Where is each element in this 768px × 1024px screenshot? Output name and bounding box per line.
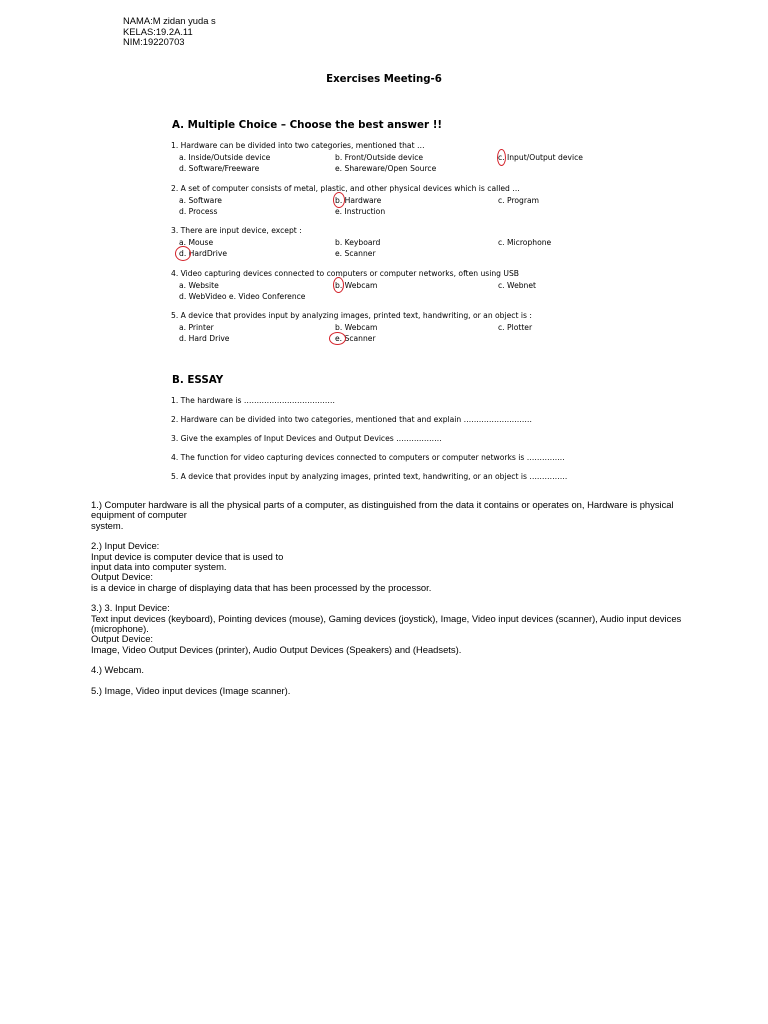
mc-question-text: 5. A device that provides input by analyzing images, printed text, handwriting, or an object is : bbox=[171, 311, 532, 320]
student-header bbox=[123, 16, 216, 48]
answer-line: 4.) Webcam. bbox=[91, 664, 144, 676]
section-b-title: B. ESSAY bbox=[172, 374, 224, 386]
mc-option-e: e. Shareware/Open Source bbox=[335, 164, 437, 173]
mc-option-b: b. Keyboard bbox=[335, 237, 381, 247]
mc-question-3 bbox=[171, 225, 651, 260]
student-name: NAMA:M zidan yuda s bbox=[123, 15, 216, 26]
answer-line: system. bbox=[91, 519, 124, 531]
mc-option-row bbox=[171, 333, 651, 345]
mc-option-row bbox=[171, 195, 651, 207]
essay-question-3: 3. Give the examples of Input Devices and Output Devices ……………… bbox=[171, 434, 442, 443]
student-nim: NIM:19220703 bbox=[123, 36, 185, 47]
mc-option-c: c. Microphone bbox=[498, 237, 552, 247]
essay-question-4: 4. The function for video capturing devices connected to computers or computer networks is …………… bbox=[171, 453, 565, 462]
mc-option-a: a. Software bbox=[179, 195, 222, 205]
answer-3 bbox=[91, 603, 711, 654]
mc-question-text: 2. A set of computer consists of metal, plastic, and other physical devices which is called … bbox=[171, 184, 520, 193]
essay-question-1: 1. The hardware is ……………………………… bbox=[171, 396, 335, 405]
answer-2 bbox=[91, 541, 711, 592]
answer-line: Input device is computer device that is used to bbox=[91, 550, 284, 562]
essay-question-5: 5. A device that provides input by analyzing images, printed text, handwriting, or an object is …………… bbox=[171, 472, 568, 481]
answers-section bbox=[91, 500, 711, 707]
mc-option-e: e. Scanner bbox=[335, 334, 376, 343]
answer-5 bbox=[91, 686, 711, 696]
answer-line: equipment of computer bbox=[91, 509, 187, 521]
answer-line: Text input devices (keyboard), Pointing devices (mouse), Gaming devices (joystick), Image, Video input devices (scanner), Audio input devices bbox=[91, 612, 682, 624]
mc-option-c: c. Program bbox=[498, 195, 540, 205]
answer-line: 2.) Input Device: bbox=[91, 540, 160, 552]
mc-option-a: a. Printer bbox=[179, 322, 214, 332]
mc-option-d: d. HardDrive bbox=[179, 249, 228, 258]
mc-question-text: 3. There are input device, except : bbox=[171, 226, 302, 235]
mc-option-row bbox=[171, 163, 651, 175]
mc-option-a: a. Inside/Outside device bbox=[179, 152, 271, 162]
mc-question-text: 4. Video capturing devices connected to computers or computer networks, often using USB bbox=[171, 269, 520, 278]
mc-option-b: b. Webcam bbox=[335, 322, 378, 332]
mc-option-row bbox=[171, 206, 651, 218]
mc-option-a: a. Mouse bbox=[179, 237, 214, 247]
answer-line: 1.) Computer hardware is all the physical parts of a computer, as distinguished from the data it contains or operates on, Hardware is physical bbox=[91, 499, 674, 510]
answer-4 bbox=[91, 665, 711, 675]
mc-option-row bbox=[171, 322, 651, 334]
mc-option-e: e. Instruction bbox=[335, 207, 386, 216]
mc-option-e: e. Scanner bbox=[335, 249, 376, 258]
mc-option-row bbox=[171, 248, 651, 260]
mc-option-d: d. Software/Freeware bbox=[179, 164, 260, 173]
mc-option-b: b. Front/Outside device bbox=[335, 152, 424, 162]
answer-1 bbox=[91, 500, 711, 531]
mc-option-b: b. Hardware bbox=[335, 195, 382, 205]
answer-line: is a device in charge of displaying data that has been processed by the processor. bbox=[91, 581, 432, 593]
answer-circle bbox=[175, 246, 191, 261]
mc-option-b: b. Webcam bbox=[335, 280, 378, 290]
page-title: Exercises Meeting-6 bbox=[326, 74, 442, 85]
mc-question-5 bbox=[171, 310, 651, 345]
answer-line: Image, Video Output Devices (printer), Audio Output Devices (Speakers) and (Headsets). bbox=[91, 643, 462, 655]
answer-line: Output Device: bbox=[91, 571, 154, 583]
answer-line: 3.) 3. Input Device: bbox=[91, 602, 170, 614]
section-a-title: A. Multiple Choice – Choose the best answer !! bbox=[172, 119, 443, 131]
mc-option-row bbox=[171, 280, 651, 292]
answer-circle bbox=[329, 332, 346, 345]
answer-line: Output Device: bbox=[91, 633, 154, 645]
mc-option-row bbox=[171, 152, 651, 164]
mc-option-d: d. Hard Drive bbox=[179, 334, 230, 343]
mc-option-c: c. Plotter bbox=[498, 322, 533, 332]
essay-question-2: 2. Hardware can be divided into two categories, mentioned that and explain ……………………… bbox=[171, 415, 532, 424]
mc-option-c: c. Input/Output device bbox=[498, 152, 583, 162]
mc-option-a: a. Website bbox=[179, 280, 219, 290]
answer-line: (microphone). bbox=[91, 622, 149, 634]
mc-option-row bbox=[171, 291, 651, 303]
mc-question-2 bbox=[171, 183, 651, 218]
student-class: KELAS:19.2A.11 bbox=[123, 25, 193, 37]
mc-option-d: d. WebVideo e. Video Conference bbox=[179, 292, 306, 301]
mc-question-text: 1. Hardware can be divided into two categories, mentioned that … bbox=[171, 141, 425, 150]
mc-question-1 bbox=[171, 140, 651, 175]
mc-option-row bbox=[171, 237, 651, 249]
mc-option-d: d. Process bbox=[179, 207, 218, 216]
mc-option-c: c. Webnet bbox=[498, 280, 537, 290]
answer-line: input data into computer system. bbox=[91, 560, 227, 572]
answer-line: 5.) Image, Video input devices (Image scanner). bbox=[91, 685, 291, 697]
mc-question-4 bbox=[171, 268, 651, 303]
